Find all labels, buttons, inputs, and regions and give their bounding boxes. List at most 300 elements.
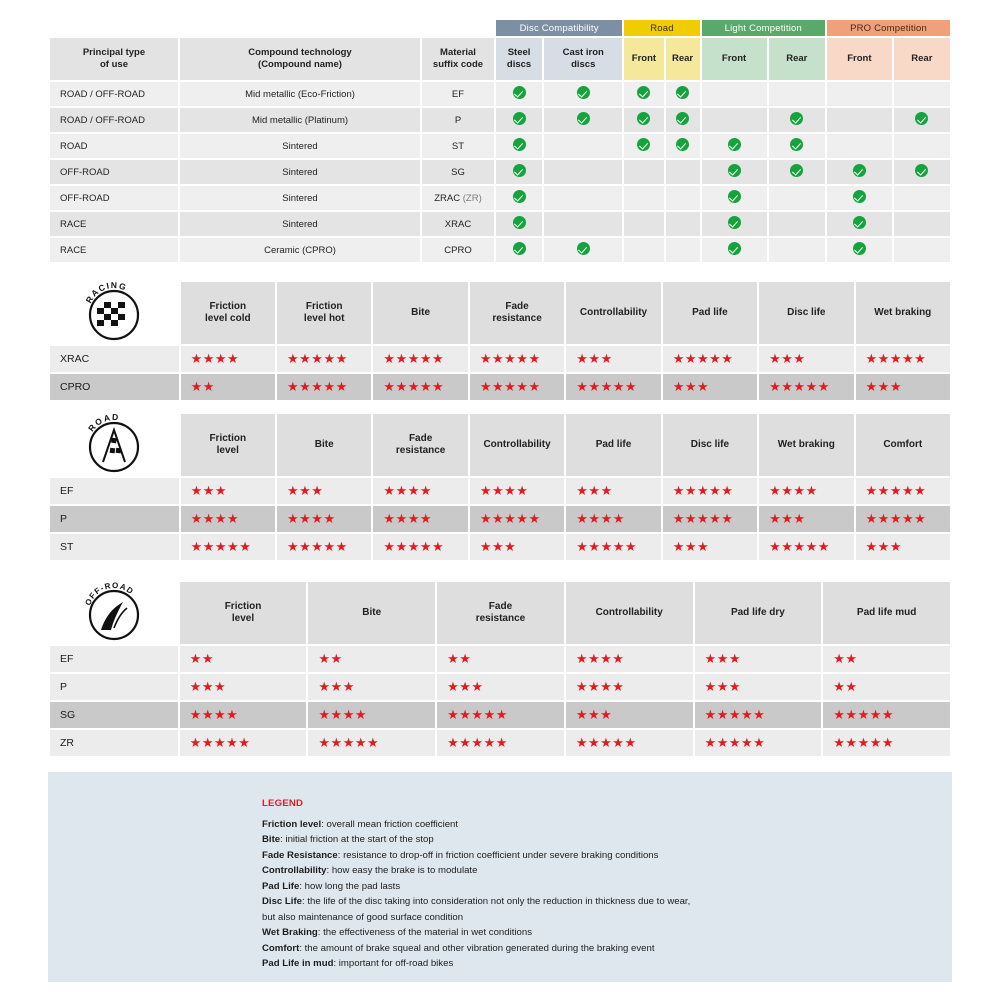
- check-icon: [676, 138, 689, 151]
- cell-rating: [759, 534, 853, 560]
- group-road: Road: [624, 20, 699, 36]
- check-icon: [853, 164, 866, 177]
- star-rating: ★★★★★: [189, 735, 251, 750]
- star-rating: ★★★★★: [576, 539, 638, 554]
- check-icon: [676, 86, 689, 99]
- star-rating: ★★★: [865, 379, 902, 394]
- check-icon-cell: [827, 212, 892, 236]
- check-icon-cell: [702, 186, 767, 210]
- empty-cell: [894, 134, 950, 158]
- star-rating: ★★★★★: [479, 511, 541, 526]
- star-rating: ★★★: [672, 539, 710, 554]
- cell-rating: [181, 374, 275, 400]
- cell-material-suffix: ZRAC (ZR): [422, 186, 494, 210]
- check-icon: [513, 242, 526, 255]
- table-row: [50, 82, 950, 106]
- cell-compound-code: CPRO: [50, 374, 179, 400]
- star-rating: ★★★★: [189, 707, 239, 722]
- star-rating: ★★★★: [318, 707, 368, 722]
- star-rating: ★★★★★: [447, 735, 508, 750]
- legend-title: LEGEND: [262, 798, 304, 809]
- cell-rating: [373, 478, 467, 504]
- cell-compound-code: ST: [50, 534, 179, 560]
- cell-compound-technology: Mid metallic (Platinum): [180, 108, 420, 132]
- column-header: Bite: [308, 582, 435, 644]
- star-rating: ★★: [190, 379, 215, 394]
- column-header: Friction level: [180, 582, 307, 644]
- cell-principal-use: ROAD / OFF-ROAD: [50, 82, 178, 106]
- star-rating: ★★★★★: [479, 351, 541, 366]
- cell-rating: [373, 534, 467, 560]
- header-principal-type: Principal type of use: [50, 38, 178, 80]
- column-header: Wet braking: [759, 414, 853, 476]
- cell-principal-use: ROAD / OFF-ROAD: [50, 108, 178, 132]
- cell-compound-technology: Ceramic (CPRO): [180, 238, 420, 262]
- cell-rating: [823, 646, 950, 672]
- star-rating: ★★★: [576, 483, 613, 498]
- group-spacer: [50, 20, 494, 36]
- check-icon: [728, 190, 741, 203]
- cell-rating: [695, 730, 822, 756]
- cell-rating: [277, 346, 371, 372]
- check-icon: [513, 216, 526, 229]
- cell-rating: [181, 346, 275, 372]
- cell-rating: [759, 506, 853, 532]
- check-icon-cell: [827, 160, 892, 184]
- check-icon: [577, 112, 590, 125]
- check-icon-cell: [624, 82, 663, 106]
- check-icon-cell: [496, 186, 542, 210]
- cell-rating: [277, 374, 371, 400]
- column-header: Comfort: [856, 414, 950, 476]
- check-icon: [728, 216, 741, 229]
- table-row: [50, 108, 950, 132]
- star-rating: ★★★★: [575, 679, 625, 694]
- star-rating: ★★★★★: [447, 707, 508, 722]
- star-rating: ★★: [833, 679, 858, 694]
- group-pro-competition: PRO Competition: [827, 20, 950, 36]
- cell-rating: [277, 506, 371, 532]
- star-rating: ★★★★★: [287, 539, 348, 554]
- cell-rating: [823, 730, 950, 756]
- check-icon-cell: [769, 160, 826, 184]
- cell-rating: [470, 478, 564, 504]
- table-row: [50, 646, 950, 672]
- star-rating: ★★★: [318, 679, 355, 694]
- legend-entry: Friction level: overall mean friction coefficient: [262, 818, 459, 830]
- check-icon-cell: [702, 212, 767, 236]
- star-rating: ★★★: [575, 707, 613, 722]
- offroad-badge: [50, 582, 178, 644]
- empty-cell: [544, 134, 622, 158]
- cell-rating: [373, 506, 467, 532]
- check-icon-cell: [702, 238, 767, 262]
- star-rating: ★★★: [865, 539, 902, 554]
- empty-cell: [894, 212, 950, 236]
- cell-material-suffix: EF: [422, 82, 494, 106]
- legend-entry: Pad Life in mud: important for off-road bikes: [262, 958, 454, 970]
- cell-rating: [277, 478, 371, 504]
- empty-cell: [666, 186, 700, 210]
- check-icon-cell: [496, 160, 542, 184]
- star-rating: ★★★★★: [865, 351, 927, 366]
- check-icon: [513, 112, 526, 125]
- check-icon: [790, 112, 803, 125]
- cell-principal-use: RACE: [50, 212, 178, 236]
- star-rating: ★★: [189, 651, 214, 666]
- empty-cell: [666, 212, 700, 236]
- cell-rating: [437, 702, 564, 728]
- column-header: Disc life: [759, 282, 853, 344]
- cell-rating: [373, 374, 467, 400]
- table-row: [50, 186, 950, 210]
- cell-rating: [856, 506, 950, 532]
- cell-rating: [566, 506, 660, 532]
- star-rating: ★★★★: [769, 483, 818, 498]
- star-rating: ★★★★★: [383, 539, 445, 554]
- table-row: [50, 212, 950, 236]
- star-rating: ★★★★★: [672, 511, 734, 526]
- empty-cell: [769, 212, 826, 236]
- cell-compound-technology: Sintered: [180, 212, 420, 236]
- check-icon-cell: [496, 238, 542, 262]
- column-header: Friction level cold: [181, 282, 275, 344]
- cell-material-suffix: SG: [422, 160, 494, 184]
- check-icon: [915, 112, 928, 125]
- cell-rating: [180, 646, 307, 672]
- empty-cell: [624, 212, 663, 236]
- cell-rating: [308, 702, 435, 728]
- cell-rating: [566, 346, 660, 372]
- check-icon-cell: [666, 82, 700, 106]
- empty-cell: [666, 238, 700, 262]
- cell-rating: [277, 534, 371, 560]
- check-icon: [728, 164, 741, 177]
- check-icon-cell: [496, 134, 542, 158]
- cell-principal-use: ROAD: [50, 134, 178, 158]
- check-icon-cell: [894, 160, 950, 184]
- check-icon-cell: [544, 82, 622, 106]
- legend-entry: Pad Life: how long the pad lasts: [262, 880, 401, 892]
- cell-rating: [856, 534, 950, 560]
- column-header: Fade resistance: [470, 282, 564, 344]
- column-header: Controllability: [470, 414, 564, 476]
- check-icon: [577, 86, 590, 99]
- road-header-row: [50, 414, 950, 476]
- column-header: Pad life: [566, 414, 660, 476]
- check-icon: [513, 164, 526, 177]
- cell-rating: [663, 534, 757, 560]
- empty-cell: [894, 186, 950, 210]
- empty-cell: [769, 186, 826, 210]
- column-header: Controllability: [566, 582, 693, 644]
- column-header: Pad life: [663, 282, 757, 344]
- check-icon-cell: [544, 238, 622, 262]
- check-icon: [577, 242, 590, 255]
- legend-entry: Fade Resistance: resistance to drop-off in friction coefficient under severe braking conditions: [262, 849, 659, 861]
- check-icon-cell: [666, 108, 700, 132]
- check-icon: [513, 86, 526, 99]
- check-icon: [728, 242, 741, 255]
- table-row: [50, 160, 950, 184]
- cell-rating: [856, 478, 950, 504]
- column-header: Pad life mud: [823, 582, 950, 644]
- star-rating: ★★★: [479, 539, 517, 554]
- star-rating: ★★★★★: [576, 379, 638, 394]
- check-icon-cell: [496, 82, 542, 106]
- check-icon-cell: [827, 186, 892, 210]
- header-steel-discs: Steel discs: [496, 38, 542, 80]
- header-light-front: Front: [702, 38, 767, 80]
- cell-material-suffix: CPRO: [422, 238, 494, 262]
- cell-rating: [695, 702, 822, 728]
- cell-rating: [180, 730, 307, 756]
- header-material-suffix: Material suffix code: [422, 38, 494, 80]
- check-icon: [853, 190, 866, 203]
- cell-rating: [663, 506, 757, 532]
- star-rating: ★★★★★: [672, 351, 734, 366]
- star-rating: ★★★★★: [865, 483, 927, 498]
- cell-compound-technology: Sintered: [180, 134, 420, 158]
- star-rating: ★★★★: [287, 511, 336, 526]
- cell-compound-code: XRAC: [50, 346, 179, 372]
- column-header: Fade resistance: [373, 414, 467, 476]
- cell-rating: [566, 674, 693, 700]
- column-header: Controllability: [566, 282, 660, 344]
- road-ratings-block: [48, 412, 952, 562]
- star-rating: ★★★★★: [287, 379, 348, 394]
- star-rating: ★★★★★: [383, 351, 445, 366]
- empty-cell: [702, 82, 767, 106]
- empty-cell: [827, 108, 892, 132]
- star-rating: ★★★: [287, 483, 324, 498]
- empty-cell: [769, 238, 826, 262]
- cell-rating: [856, 374, 950, 400]
- cell-rating: [180, 674, 307, 700]
- star-rating: ★★★: [769, 351, 806, 366]
- empty-cell: [769, 82, 826, 106]
- cell-rating: [437, 730, 564, 756]
- cell-compound-code: P: [50, 506, 179, 532]
- star-rating: ★★★★★: [479, 379, 541, 394]
- cell-material-suffix: XRAC: [422, 212, 494, 236]
- cell-rating: [566, 730, 693, 756]
- column-header: Friction level hot: [277, 282, 371, 344]
- column-header: Bite: [277, 414, 371, 476]
- column-header: Wet braking: [856, 282, 950, 344]
- check-icon-cell: [702, 134, 767, 158]
- empty-cell: [894, 238, 950, 262]
- empty-cell: [544, 160, 622, 184]
- star-rating: ★★★: [704, 679, 742, 694]
- check-icon: [790, 164, 803, 177]
- star-rating: ★★★★★: [769, 539, 830, 554]
- cell-compound-code: ZR: [50, 730, 178, 756]
- header-cast-iron-discs: Cast iron discs: [544, 38, 622, 80]
- cell-principal-use: RACE: [50, 238, 178, 262]
- star-rating: ★★★★★: [287, 351, 348, 366]
- compatibility-group-row: [50, 20, 950, 36]
- column-header: Bite: [373, 282, 467, 344]
- header-pro-front: Front: [827, 38, 892, 80]
- cell-compound-code: EF: [50, 646, 178, 672]
- cell-rating: [566, 374, 660, 400]
- check-icon: [728, 138, 741, 151]
- check-icon: [513, 190, 526, 203]
- cell-rating: [566, 702, 693, 728]
- legend-entry: Disc Life: the life of the disc taking into consideration not only the reduction in thickness due to wear,: [262, 896, 691, 908]
- star-rating: ★★★★★: [383, 379, 445, 394]
- check-icon-cell: [496, 108, 542, 132]
- group-light-competition: Light Competition: [702, 20, 826, 36]
- empty-cell: [666, 160, 700, 184]
- check-icon: [915, 164, 928, 177]
- cell-rating: [437, 646, 564, 672]
- column-header: Pad life dry: [695, 582, 822, 644]
- cell-rating: [695, 646, 822, 672]
- star-rating: ★★★: [704, 651, 742, 666]
- check-icon-cell: [496, 212, 542, 236]
- empty-cell: [702, 108, 767, 132]
- empty-cell: [827, 134, 892, 158]
- racing-table: [48, 280, 952, 402]
- cell-rating: [470, 534, 564, 560]
- cell-rating: [308, 730, 435, 756]
- check-icon-cell: [624, 108, 663, 132]
- offroad-ratings-block: [48, 580, 952, 758]
- road-table: [48, 412, 952, 562]
- table-row: [50, 346, 950, 372]
- cell-compound-technology: Mid metallic (Eco-Friction): [180, 82, 420, 106]
- check-icon: [790, 138, 803, 151]
- check-icon-cell: [894, 108, 950, 132]
- compatibility-header-row: [50, 38, 950, 80]
- svg-text:OFF-ROAD: OFF-ROAD: [83, 582, 136, 607]
- check-icon: [513, 138, 526, 151]
- star-rating: ★★★★: [576, 511, 625, 526]
- cell-rating: [566, 646, 693, 672]
- table-row: [50, 506, 950, 532]
- check-icon-cell: [769, 134, 826, 158]
- cell-rating: [566, 534, 660, 560]
- star-rating: ★★★★★: [833, 735, 895, 750]
- table-row: [50, 478, 950, 504]
- svg-text:ROAD: ROAD: [86, 414, 121, 434]
- legend-panel: [48, 772, 952, 982]
- racing-ratings-block: [48, 280, 952, 402]
- cell-compound-technology: Sintered: [180, 160, 420, 184]
- cell-rating: [663, 346, 757, 372]
- cell-rating: [308, 646, 435, 672]
- cell-rating: [663, 374, 757, 400]
- table-row: [50, 674, 950, 700]
- legend-entry: Comfort: the amount of brake squeal and other vibration generated during the braking event: [262, 942, 655, 954]
- table-row: [50, 374, 950, 400]
- star-rating: ★★: [447, 651, 472, 666]
- check-icon-cell: [827, 238, 892, 262]
- cell-rating: [695, 674, 822, 700]
- header-road-front: Front: [624, 38, 663, 80]
- check-icon-cell: [702, 160, 767, 184]
- column-header: Fade resistance: [437, 582, 564, 644]
- offroad-table: [48, 580, 952, 758]
- svg-text:RACING: RACING: [83, 282, 129, 305]
- cell-material-suffix: P: [422, 108, 494, 132]
- offroad-header-row: [50, 582, 950, 644]
- star-rating: ★★★★★: [833, 707, 895, 722]
- check-icon-cell: [544, 108, 622, 132]
- racing-header-row: [50, 282, 950, 344]
- star-rating: ★★★★★: [575, 735, 637, 750]
- star-rating: ★★★★★: [318, 735, 380, 750]
- cell-principal-use: OFF-ROAD: [50, 186, 178, 210]
- star-rating: ★★★★★: [865, 511, 927, 526]
- empty-cell: [544, 212, 622, 236]
- legend-entry: Wet Braking: the effectiveness of the material in wet conditions: [262, 927, 532, 939]
- column-header: Disc life: [663, 414, 757, 476]
- check-icon: [676, 112, 689, 125]
- empty-cell: [827, 82, 892, 106]
- cell-rating: [373, 346, 467, 372]
- star-rating: ★★★: [672, 379, 710, 394]
- star-rating: ★★★: [769, 511, 806, 526]
- cell-rating: [470, 346, 564, 372]
- star-rating: ★★★: [189, 679, 227, 694]
- cell-rating: [823, 674, 950, 700]
- star-rating: ★★★★★: [769, 379, 830, 394]
- cell-rating: [181, 534, 275, 560]
- star-rating: ★★★★★: [704, 735, 766, 750]
- cell-rating: [470, 374, 564, 400]
- road-badge: [50, 414, 179, 476]
- cell-compound-code: EF: [50, 478, 179, 504]
- check-icon-cell: [666, 134, 700, 158]
- check-icon: [853, 216, 866, 229]
- star-rating: ★★: [318, 651, 343, 666]
- group-disc-compatibility: Disc Compatibility: [496, 20, 622, 36]
- check-icon: [637, 138, 650, 151]
- star-rating: ★★★★: [575, 651, 625, 666]
- table-row: [50, 534, 950, 560]
- racing-badge: [50, 282, 179, 344]
- table-row: [50, 730, 950, 756]
- cell-rating: [181, 478, 275, 504]
- header-compound-technology: Compound technology (Compound name): [180, 38, 420, 80]
- star-rating: ★★★★: [190, 511, 240, 526]
- legend-entry: Bite: initial friction at the start of the stop: [262, 834, 434, 846]
- cell-rating: [308, 674, 435, 700]
- table-row: [50, 134, 950, 158]
- compatibility-table: [48, 18, 952, 264]
- empty-cell: [894, 82, 950, 106]
- cell-rating: [663, 478, 757, 504]
- empty-cell: [624, 238, 663, 262]
- empty-cell: [544, 186, 622, 210]
- star-rating: ★★★★: [190, 351, 240, 366]
- table-row: [50, 238, 950, 262]
- cell-material-suffix: ST: [422, 134, 494, 158]
- cell-rating: [437, 674, 564, 700]
- star-rating: ★★★★★: [704, 707, 766, 722]
- star-rating: ★★★★★: [190, 539, 252, 554]
- cell-compound-technology: Sintered: [180, 186, 420, 210]
- cell-rating: [759, 374, 853, 400]
- star-rating: ★★★★: [383, 511, 433, 526]
- cell-rating: [181, 506, 275, 532]
- check-icon: [637, 112, 650, 125]
- cell-compound-code: P: [50, 674, 178, 700]
- star-rating: ★★★: [576, 351, 613, 366]
